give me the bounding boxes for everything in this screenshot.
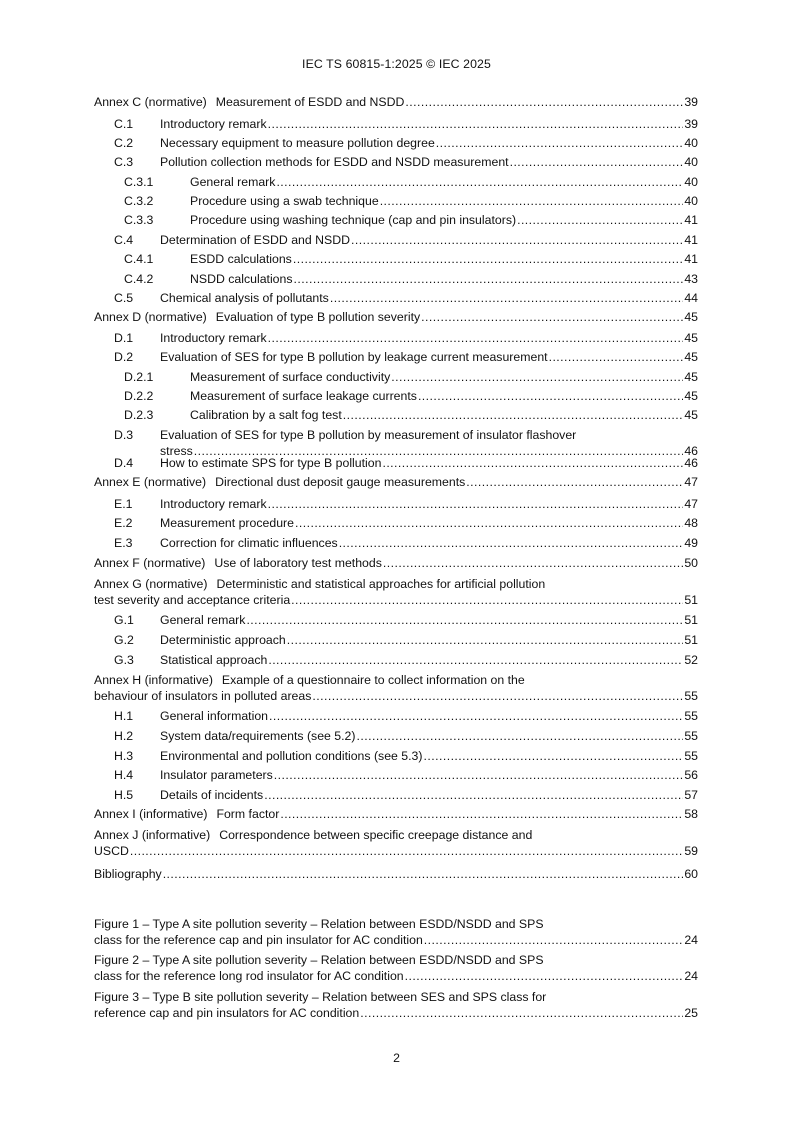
toc-entry-page: 58 [684,807,698,821]
toc-entry-number: C.4.2 [124,272,154,286]
toc-entry-title: ESDD calculations [190,252,292,266]
dot-leader [549,350,684,364]
toc-entry-number: C.3.2 [124,194,154,208]
toc-entry-page: 45 [684,408,698,422]
toc-entry-page: 59 [684,844,698,858]
toc-entry-page: 40 [684,194,698,208]
toc-entry-number: H.5 [114,788,134,802]
toc-entry-title: Measurement of surface conductivity [190,370,391,384]
toc-entry-page: 41 [684,213,698,227]
toc-entry-number: Annex F (normative) [94,556,206,570]
toc-entry-page: 45 [684,310,698,324]
toc-entry-number: G.3 [114,653,134,667]
toc-entry-title: Introductory remark [160,117,267,131]
toc-entry-page: 55 [684,709,698,723]
toc-entry-title: Form factor [216,807,280,821]
toc-entry[interactable] [94,709,698,723]
toc-entry[interactable] [94,117,698,131]
toc-entry-title: Directional dust deposit gauge measurements [215,475,466,489]
figure-title-continued: class for the reference long rod insulator for AC condition [94,969,404,983]
dot-leader [424,749,684,763]
toc-entry-number: C.4 [114,233,134,247]
toc-entry-page: 43 [684,272,698,286]
figure-list-entry[interactable] [94,917,698,947]
toc-entry-title: Evaluation of type B pollution severity [215,310,421,324]
dot-leader [276,175,683,189]
toc-entry-page: 56 [684,768,698,782]
toc-entry-number: H.2 [114,729,134,743]
dot-leader [421,310,683,324]
toc-entry-number: E.1 [114,497,133,511]
toc-entry-title: Use of laboratory test methods [214,556,382,570]
toc-entry-page: 55 [684,689,698,703]
toc-entry-number: Annex C (normative) [94,95,207,109]
toc-entry-number: C.3.1 [124,175,154,189]
toc-entry-page: 52 [684,653,698,667]
toc-entry-title: Determination of ESDD and NSDD [160,233,350,247]
toc-entry-page: 40 [684,136,698,150]
toc-entry-title: Introductory remark [160,497,267,511]
toc-entry-title: Calibration by a salt fog test [190,408,342,422]
toc-entry[interactable] [94,350,698,364]
toc-entry-title: Evaluation of SES for type B pollution by measurement of insulator flashover [160,428,577,442]
toc-annex-entry[interactable] [94,673,698,703]
toc-entry-number: D.4 [114,456,134,470]
toc-entry-number: C.5 [114,291,134,305]
dot-leader [280,807,683,821]
dot-leader [312,689,683,703]
toc-entry-number: C.4.1 [124,252,154,266]
dot-leader [163,867,684,881]
dot-leader [264,788,683,802]
toc-entry-page: 46 [684,444,698,458]
toc-entry-page: 55 [684,749,698,763]
toc-entry[interactable] [94,456,698,470]
toc-entry[interactable] [94,331,698,345]
page-number: 2 [393,1051,400,1065]
toc-entry-title: Procedure using a swab technique [190,194,379,208]
toc-entry-number: D.2.1 [124,370,154,384]
figure-page: 24 [684,969,698,983]
toc-entry-title: Introductory remark [160,331,267,345]
toc-entry-page: 45 [684,389,698,403]
toc-entry-title: How to estimate SPS for type B pollution [160,456,382,470]
toc-entry-title: Bibliography [94,867,162,881]
dot-leader [287,633,684,647]
dot-leader [360,1006,683,1020]
toc-entry-page: 51 [684,593,698,607]
dot-leader [268,653,683,667]
toc-entry-page: 60 [684,867,698,881]
dot-leader [391,370,683,384]
dot-leader [351,233,683,247]
figure-list-entry[interactable] [94,953,698,983]
dot-leader [246,613,683,627]
figure-list-entry[interactable] [94,990,698,1020]
toc-entry-title: Measurement of surface leakage currents [190,389,417,403]
toc-entry-title-continued: behaviour of insulators in polluted areas [94,689,312,703]
toc-entry-title-continued: test severity and acceptance criteria [94,593,291,607]
dot-leader [436,136,684,150]
dot-leader [424,933,684,947]
toc-entry[interactable] [94,768,698,782]
toc-entry[interactable] [94,233,698,247]
toc-entry-page: 39 [684,117,698,131]
toc-entry-title: Pollution collection methods for ESDD and NSDD measurement [160,155,509,169]
toc-entry-page: 49 [684,536,698,550]
toc-entry-number: Annex E (normative) [94,475,207,489]
dot-leader [405,969,684,983]
toc-entry-title: Correction for climatic influences [160,536,338,550]
toc-entry-number: D.2.2 [124,389,154,403]
dot-leader [380,194,684,208]
toc-entry-title: Correspondence between specific creepage distance and [219,828,533,842]
toc-entry-title: NSDD calculations [190,272,293,286]
toc-entry[interactable] [94,370,698,384]
toc-entry-title: Deterministic approach [160,633,286,647]
toc-entry-number: D.1 [114,331,134,345]
toc-entry-page: 45 [684,370,698,384]
toc-entry-title: Environmental and pollution conditions (see 5.3) [160,749,423,763]
toc-entry-number: D.2.3 [124,408,154,422]
dot-leader [295,516,683,530]
toc-entry-number: Annex I (informative) [94,807,208,821]
toc-entry-page: 44 [684,291,698,305]
toc-annex-entry[interactable] [94,577,698,607]
toc-entry[interactable] [94,497,698,511]
toc-entry-title: Measurement procedure [160,516,294,530]
toc-entry-page: 40 [684,155,698,169]
toc-entry-number: C.2 [114,136,134,150]
dot-leader [268,497,684,511]
dot-leader [130,844,683,858]
toc-entry-number: Annex J (informative) [94,828,211,842]
toc-entry-title: Chemical analysis of pollutants [160,291,329,305]
toc-entry-number: E.3 [114,536,133,550]
dot-leader [291,593,683,607]
toc-entry-title: Insulator parameters [160,768,273,782]
toc-annex-entry[interactable] [94,475,698,489]
dot-leader [418,389,683,403]
toc-entry[interactable] [94,175,698,189]
toc-entry[interactable] [94,291,698,305]
figure-page: 24 [684,933,698,947]
toc-entry-title: Procedure using washing technique (cap and pin insulators) [190,213,517,227]
dot-leader [274,768,684,782]
toc-entry-page: 39 [684,95,698,109]
dot-leader [339,536,684,550]
figure-title: Figure 3 – Type B site pollution severity – Relation between SES and SPS class for [94,990,547,1004]
toc-entry-number: G.1 [114,613,134,627]
dot-leader [294,272,684,286]
toc-entry-title: Necessary equipment to measure pollution degree [160,136,435,150]
dot-leader [268,331,684,345]
toc-entry-title: Evaluation of SES for type B pollution by leakage current measurement [160,350,548,364]
dot-leader [517,213,683,227]
toc-entry[interactable] [94,653,698,667]
figure-title-continued: class for the reference cap and pin insulator for AC condition [94,933,423,947]
toc-entry[interactable] [94,613,698,627]
dot-leader [268,117,684,131]
dot-leader [383,556,683,570]
toc-entry-page: 57 [684,788,698,802]
toc-annex-entry[interactable] [94,556,698,570]
toc-entry-number: C.3.3 [124,213,154,227]
toc-entry-title: Details of incidents [160,788,264,802]
toc-entry-page: 47 [684,497,698,511]
toc-entry[interactable] [94,788,698,802]
toc-entry-number: C.3 [114,155,134,169]
toc-entry[interactable] [94,516,698,530]
toc-entry-title: Deterministic and statistical approaches for artificial pollution [216,577,546,591]
dot-leader [405,95,683,109]
toc-entry-title: Example of a questionnaire to collect information on the [221,673,525,687]
dot-leader [343,408,684,422]
toc-entry-number: C.1 [114,117,134,131]
toc-entry[interactable] [94,408,698,422]
toc-entry-page: 47 [684,475,698,489]
toc-entry-title: General information [160,709,268,723]
toc-entry-page: 45 [684,350,698,364]
toc-entry-number: H.4 [114,768,134,782]
toc-entry[interactable] [94,155,698,169]
toc-entry-page: 51 [684,633,698,647]
toc-entry[interactable] [94,389,698,403]
dot-leader [269,709,683,723]
toc-entry-title: System data/requirements (see 5.2) [160,729,356,743]
toc-entry[interactable] [94,136,698,150]
toc-entry[interactable] [94,633,698,647]
dot-leader [510,155,684,169]
toc-entry[interactable] [94,272,698,286]
toc-entry-number: Annex H (informative) [94,673,213,687]
toc-entry-title: General remark [160,613,246,627]
toc-entry[interactable] [94,194,698,208]
toc-entry-page: 48 [684,516,698,530]
toc-entry-page: 55 [684,729,698,743]
toc-entry-page: 40 [684,175,698,189]
toc-entry[interactable] [94,536,698,550]
toc-entry-page: 41 [684,252,698,266]
toc-entry[interactable] [94,252,698,266]
toc-entry-title-continued: USCD [94,844,129,858]
toc-entry-number: H.3 [114,749,134,763]
toc-annex-entry[interactable] [94,867,698,881]
toc-entry-page: 50 [684,556,698,570]
toc-entry-number: D.2 [114,350,134,364]
toc-entry-title: General remark [190,175,276,189]
figure-title-continued: reference cap and pin insulators for AC condition [94,1006,360,1020]
toc-entry[interactable] [94,749,698,763]
toc-entry-number: E.2 [114,516,133,530]
toc-entry-title: Statistical approach [160,653,268,667]
figure-title: Figure 1 – Type A site pollution severity – Relation between ESDD/NSDD and SPS [94,917,544,931]
figure-title: Figure 2 – Type A site pollution severity – Relation between ESDD/NSDD and SPS [94,953,544,967]
toc-annex-entry[interactable] [94,828,698,858]
toc-entry-page: 46 [684,456,698,470]
toc-annex-entry[interactable] [94,807,698,821]
toc-entry-number: H.1 [114,709,134,723]
toc-annex-entry[interactable] [94,95,698,109]
toc-entry-number: G.2 [114,633,134,647]
page-header: IEC TS 60815-1:2025 © IEC 2025 [302,57,491,71]
toc-entry[interactable] [94,213,698,227]
toc-entry[interactable] [94,428,698,458]
toc-entry-title: Measurement of ESDD and NSDD [215,95,405,109]
toc-entry-page: 45 [684,331,698,345]
toc-annex-entry[interactable] [94,310,698,324]
toc-entry-number: D.3 [114,428,134,442]
dot-leader [382,456,683,470]
toc-entry-number: Annex G (normative) [94,577,208,591]
dot-leader [356,729,683,743]
dot-leader [466,475,683,489]
figure-page: 25 [684,1006,698,1020]
dot-leader [330,291,683,305]
toc-entry-page: 51 [684,613,698,627]
dot-leader [293,252,683,266]
toc-entry[interactable] [94,729,698,743]
toc-entry-title-continued: stress [160,444,193,458]
toc-entry-page: 41 [684,233,698,247]
toc-entry-number: Annex D (normative) [94,310,207,324]
